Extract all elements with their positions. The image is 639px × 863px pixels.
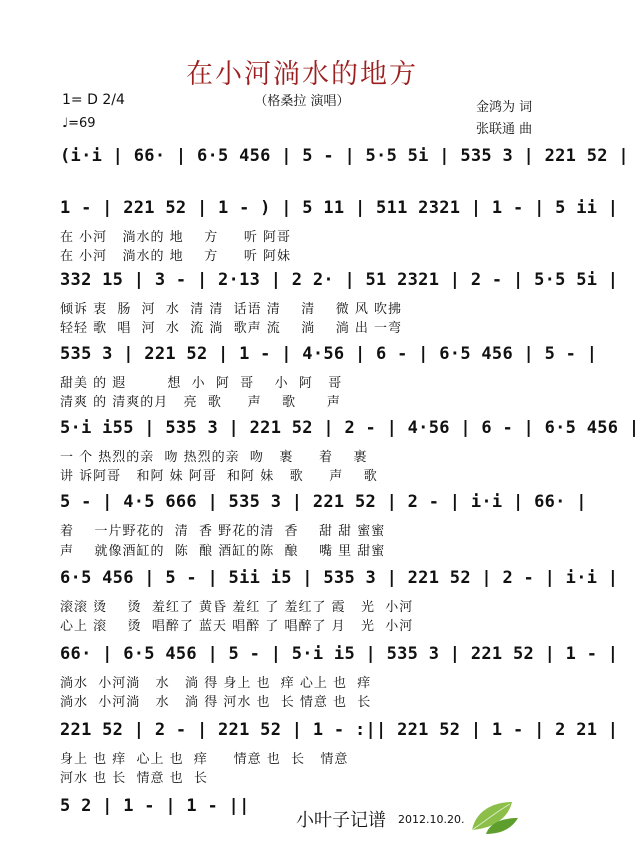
score-line-1: (i·i | 66· | 6·5 456 | 5 - | 5·5 5i | 535 3 | 221 52 | <box>60 146 629 166</box>
score-line-3: 332 15 | 3 - | 2·13 | 2 2· | 51 2321 | 2 - | 5·5 5i | <box>60 270 619 290</box>
lyric-line-3b: 轻轻 歌 唱 河 水 流 淌 歌声 流 淌 淌 出 一弯 <box>60 321 403 336</box>
song-title: 在小河淌水的地方 <box>186 59 418 90</box>
lyric-line-9b: 河水 也 长 情意 也 长 <box>60 771 208 786</box>
score-line-4: 535 3 | 221 52 | 1 - | 4·56 | 6 - | 6·5 456 | 5 - | <box>60 344 598 364</box>
transcriber-signature: 小叶子记谱 <box>296 810 386 831</box>
lyric-line-5b: 讲 诉阿哥 和阿 妹 阿哥 和阿 妹 歌 声 歌 <box>60 469 378 484</box>
lyric-line-5a: 一 个 热烈的亲 吻 热烈的亲 吻 裹 着 裹 <box>60 450 368 465</box>
score-line-7: 6·5 456 | 5 - | 5ii i5 | 535 3 | 221 52 | 2 - | i·i | <box>60 568 619 588</box>
transcription-date: 2012.10.20. <box>398 813 465 826</box>
score-line-2: 1 - | 221 52 | 1 - ) | 5 11 | 511 2321 | 1 - | 5 ii | <box>60 198 619 218</box>
score-line-10: 5 2 | 1 - | 1 - || <box>60 796 250 816</box>
tempo-marking: ♩=69 <box>62 116 96 131</box>
lyric-line-6b: 声 就像酒缸的 陈 酿 酒缸的陈 酿 嘴 里 甜蜜 <box>60 544 386 559</box>
lyric-line-7b: 心上 滚 烫 唱醉了 蓝天 唱醉 了 唱醉了 月 光 小河 <box>60 619 414 634</box>
lyric-line-6a: 着 一片野花的 清 香 野花的清 香 甜 甜 蜜蜜 <box>60 524 386 539</box>
score-line-9: 221 52 | 2 - | 221 52 | 1 - :|| 221 52 | 1 - | 2 21 | <box>60 720 619 740</box>
lyric-line-8b: 淌水 小河淌 水 淌 得 河水 也 长 情意 也 长 <box>60 695 372 710</box>
lyric-line-9a: 身上 也 痒 心上 也 痒 情意 也 长 情意 <box>60 752 349 767</box>
leaf-icon <box>466 796 522 836</box>
score-line-8: 66· | 6·5 456 | 5 - | 5·i i5 | 535 3 | 221 52 | 1 - | <box>60 644 619 664</box>
score-line-6: 5 - | 4·5 666 | 535 3 | 221 52 | 2 - | i·i | 66· | <box>60 492 587 512</box>
key-signature: 1= D 2/4 <box>62 92 125 108</box>
lyric-line-2a: 在 小河 淌水的 地 方 听 阿哥 <box>60 230 291 245</box>
lyric-line-4a: 甜美 的 遐 想 小 阿 哥 小 阿 哥 <box>60 376 343 391</box>
lyric-line-8a: 淌水 小河淌 水 淌 得 身上 也 痒 心上 也 痒 <box>60 676 372 691</box>
song-subtitle: （格桑拉 演唱） <box>254 94 350 109</box>
lyric-line-7a: 滚滚 烫 烫 羞红了 黄昏 羞红 了 羞红了 霞 光 小河 <box>60 600 414 615</box>
lyric-line-4b: 清爽 的 清爽的月 亮 歌 声 歌 声 <box>60 395 341 410</box>
lyricist-credit: 金鸿为 词 <box>476 100 533 115</box>
composer-credit: 张联通 曲 <box>476 122 533 137</box>
lyric-line-2b: 在 小河 淌水的 地 方 听 阿妹 <box>60 249 291 264</box>
score-line-5: 5·i i55 | 535 3 | 221 52 | 2 - | 4·56 | 6 - | 6·5 456 | <box>60 418 639 438</box>
lyric-line-3a: 倾诉 衷 肠 河 水 清 清 话语 清 清 微 风 吹拂 <box>60 302 403 317</box>
